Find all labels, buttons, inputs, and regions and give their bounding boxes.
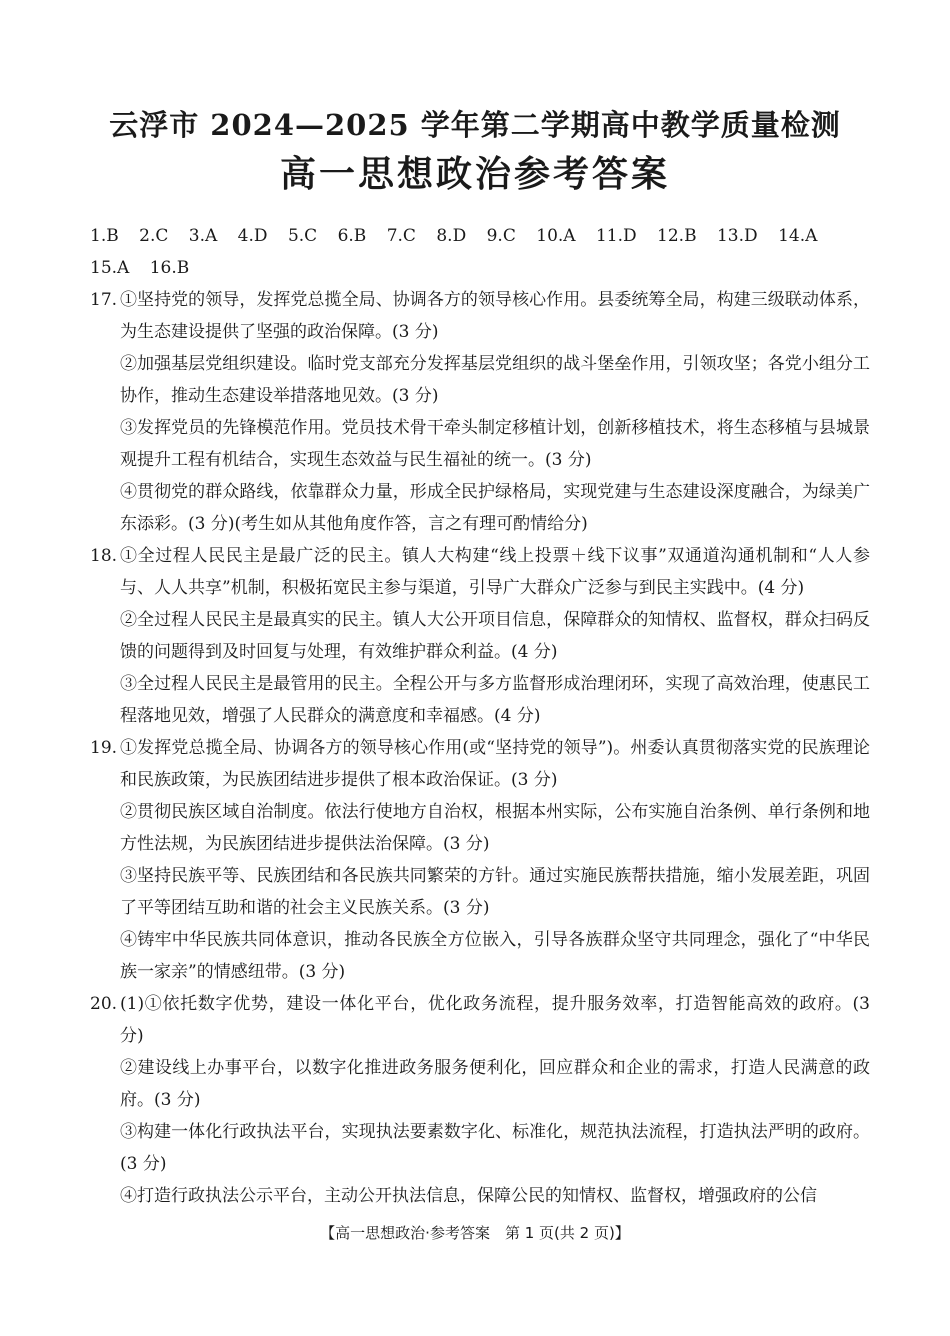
mcq-answer: 4.D [237,226,268,246]
page-title: 高一思想政治参考答案 [279,153,670,195]
answer-paragraph: ④铸牢中华民族共同体意识，推动各民族全方位嵌入，引导各族群众坚守共同理念，强化了“中华民族一家亲”的情感纽带。(3 分) [120,930,870,982]
answer-paragraph: ①发挥党总揽全局、协调各方的领导核心作用(或“坚持党的领导”)。州委认真贯彻落实党的民族理论和民族政策，为民族团结进步提供了根本政治保证。(3 分) [120,738,870,790]
mcq-answer: 5.C [287,226,318,246]
answer-paragraph: ③全过程人民民主是最管用的民主。全程公开与多方监督形成治理闭环，实现了高效治理，使惠民工程落地见效，增强了人民群众的满意度和幸福感。(4 分) [120,674,870,726]
answer-content [90,220,870,1212]
answer-paragraph: ②全过程人民民主是最真实的民主。镇人大公开项目信息，保障群众的知情权、监督权，群众扫码反馈的问题得到及时回复与处理，有效维护群众利益。(4 分) [120,610,870,662]
answer-paragraph: ②加强基层党组织建设。临时党支部充分发挥基层党组织的战斗堡垒作用，引领攻坚；各党小组分工协作，推动生态建设举措落地见效。(3 分) [120,354,870,406]
page-footer: 【高一思想政治·参考答案 第 1 页(共 2 页)】 [320,1224,630,1242]
mcq-answer: 10.A [536,226,576,246]
question-number: 19. [90,738,118,758]
question-number: 20. [90,994,118,1014]
mcq-answer: 3.A [188,226,218,246]
mcq-answer: 6.B [337,226,367,246]
question-20 [90,988,870,1212]
mcq-answer: 2.C [139,226,169,246]
question-number: 17. [90,290,118,310]
mcq-answer: 8.D [436,226,467,246]
answer-paragraph: ④打造行政执法公示平台，主动公开执法信息，保障公民的知情权、监督权，增强政府的公信 [120,1186,817,1206]
answer-paragraph: ③构建一体化行政执法平台，实现执法要素数字化、标准化，规范执法流程，打造执法严明的政府。(3 分) [120,1122,870,1174]
question-18 [90,540,870,732]
answer-paragraph: ③发挥党员的先锋模范作用。党员技术骨干牵头制定移植计划，创新移植技术，将生态移植与县城景观提升工程有机结合，实现生态效益与民生福祉的统一。(3 分) [120,418,870,470]
answer-paragraph: ①坚持党的领导，发挥党总揽全局、协调各方的领导核心作用。县委统筹全局，构建三级联动体系，为生态建设提供了坚强的政治保障。(3 分) [120,290,870,342]
question-19 [90,732,870,988]
answer-paragraph: (1)①依托数字优势，建设一体化平台，优化政务流程，提升服务效率，打造智能高效的政府。(3 分) [120,994,870,1046]
exam-title: 云浮市 2024—2025 学年第二学期高中教学质量检测 [109,108,841,142]
mcq-answer: 14.A [778,226,818,246]
mcq-answer: 9.C [486,226,516,246]
question-17 [90,284,870,540]
answer-paragraph: ②建设线上办事平台，以数字化推进政务服务便利化，回应群众和企业的需求，打造人民满意的政府。(3 分) [120,1058,870,1110]
answer-paragraph: ④贯彻党的群众路线，依靠群众力量，形成全民护绿格局，实现党建与生态建设深度融合，为绿美广东添彩。(3 分)(考生如从其他角度作答，言之有理可酌情给分) [120,482,870,534]
mcq-answers [90,220,870,284]
question-number: 18. [90,546,118,566]
answer-paragraph: ③坚持民族平等、民族团结和各民族共同繁荣的方针。通过实施民族帮扶措施，缩小发展差距，巩固了平等团结互助和谐的社会主义民族关系。(3 分) [120,866,870,918]
mcq-answer: 1.B [90,226,119,246]
mcq-answer: 7.C [386,226,416,246]
answer-paragraph: ①全过程人民民主是最广泛的民主。镇人大构建“线上投票＋线下议事”双通道沟通机制和“人人参与、人人共享”机制，积极拓宽民主参与渠道，引导广大群众广泛参与到民主实践中。(4 分) [120,546,870,598]
mcq-answer: 16.B [149,258,190,278]
mcq-answer: 11.D [595,226,637,246]
mcq-answer: 12.B [657,226,697,246]
mcq-answer: 15.A [90,258,130,278]
answer-paragraph: ②贯彻民族区域自治制度。依法行使地方自治权，根据本州实际，公布实施自治条例、单行条例和地方性法规，为民族团结进步提供法治保障。(3 分) [120,802,870,854]
mcq-answer: 13.D [716,226,758,246]
